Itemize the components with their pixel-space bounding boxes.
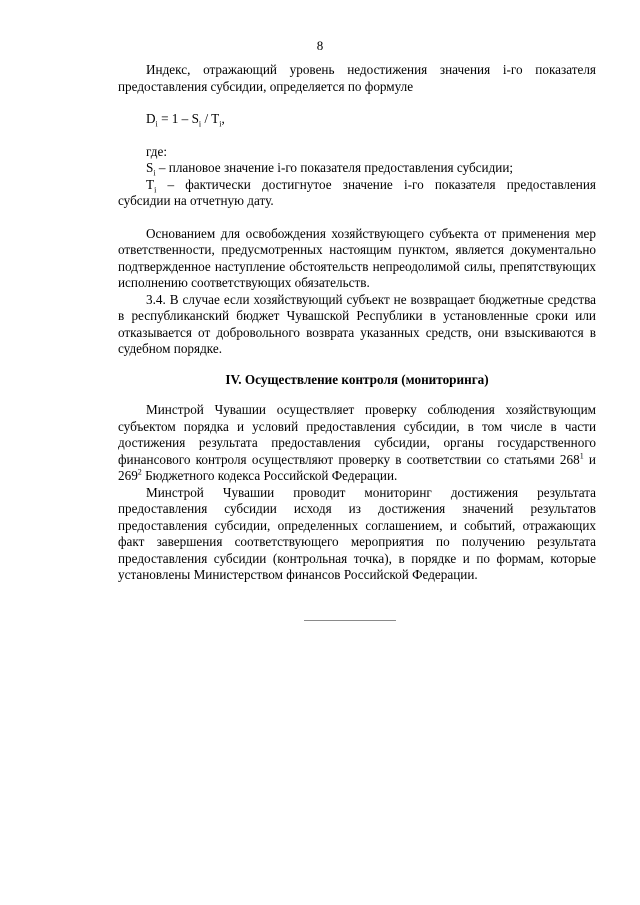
definition-t [118, 177, 596, 210]
definition-s-text: – плановое значение i-го показателя предоставления субсидии; [155, 160, 514, 175]
paragraph-monitoring: Минстрой Чувашии проводит мониторинг достижения результата предоставления субсидии исходя из достижения значений результатов предоставления субсидии, определенных соглашением, и событий, отражающих факт завершения соответствующего мероприятия по получению результата предоставления субсидии (контрольная точка), в порядке и по формам, которые установлены Министерством финансов Российской Федерации. [118, 484, 596, 582]
spacer [118, 210, 596, 226]
document-body [118, 62, 596, 584]
paragraph-index-intro: Индекс, отражающий уровень недостижения значения i-го показателя предоставления субсидии, определяется по формуле [118, 62, 596, 94]
formula-tail: , [221, 111, 225, 126]
paragraph-control-sup2: 2 [137, 467, 142, 477]
paragraph-control-mid: и 269 [118, 451, 596, 483]
formula-end-sub: i [219, 119, 222, 129]
definition-t-symbol: T [146, 176, 155, 192]
formula-slash: / T [201, 111, 220, 126]
paragraph-control-text-after: Бюджетного кодекса Российской Федерации. [141, 468, 398, 483]
end-rule [304, 620, 396, 621]
definition-s [118, 160, 596, 177]
formula [146, 111, 596, 128]
definition-s-symbol: S [146, 160, 154, 175]
formula-mid: = 1 – S [157, 111, 199, 126]
definition-s-sub: i [153, 168, 156, 178]
paragraph-3-4: 3.4. В случае если хозяйствующий субъект не возвращает бюджетные средства в республиканский бюджет Чувашской Республики в установленные сроки или отказывается от добровольного возврата указанных средств, они взыскиваются в судебном порядке. [118, 291, 596, 356]
paragraph-control [118, 402, 596, 485]
section-heading: IV. Осуществление контроля (мониторинга) [225, 371, 489, 387]
page-number: 8 [316, 38, 324, 53]
definition-t-text: – фактически достигнутое значение i-го показателя предоставления субсидии на отчетную дату. [118, 176, 596, 208]
formula-lhs: D [146, 111, 156, 126]
formula-mid-sub: i [198, 119, 202, 129]
paragraph-release: Основанием для освобождения хозяйствующего субъекта от применения мер ответственности, предусмотренных настоящим пунктом, является документально подтвержденное наступление обстоятельств непреодолимой силы, препятствующих исполнению соответствующих обязательств. [118, 225, 596, 290]
paragraph-control-text-before: Минстрой Чувашии осуществляет проверку соблюдения хозяйствующим субъектом порядка и условий предоставления субсидии, в том числе в части достижения результата предоставления субсидии, органы государственного финансового контроля осуществляют проверку в соответствии со статьями 268 [118, 402, 596, 467]
paragraph-control-sup1: 1 [579, 451, 584, 461]
formula-lhs-sub: i [155, 119, 158, 129]
definition-t-sub: i [154, 185, 157, 195]
where-label: где: [146, 143, 167, 159]
